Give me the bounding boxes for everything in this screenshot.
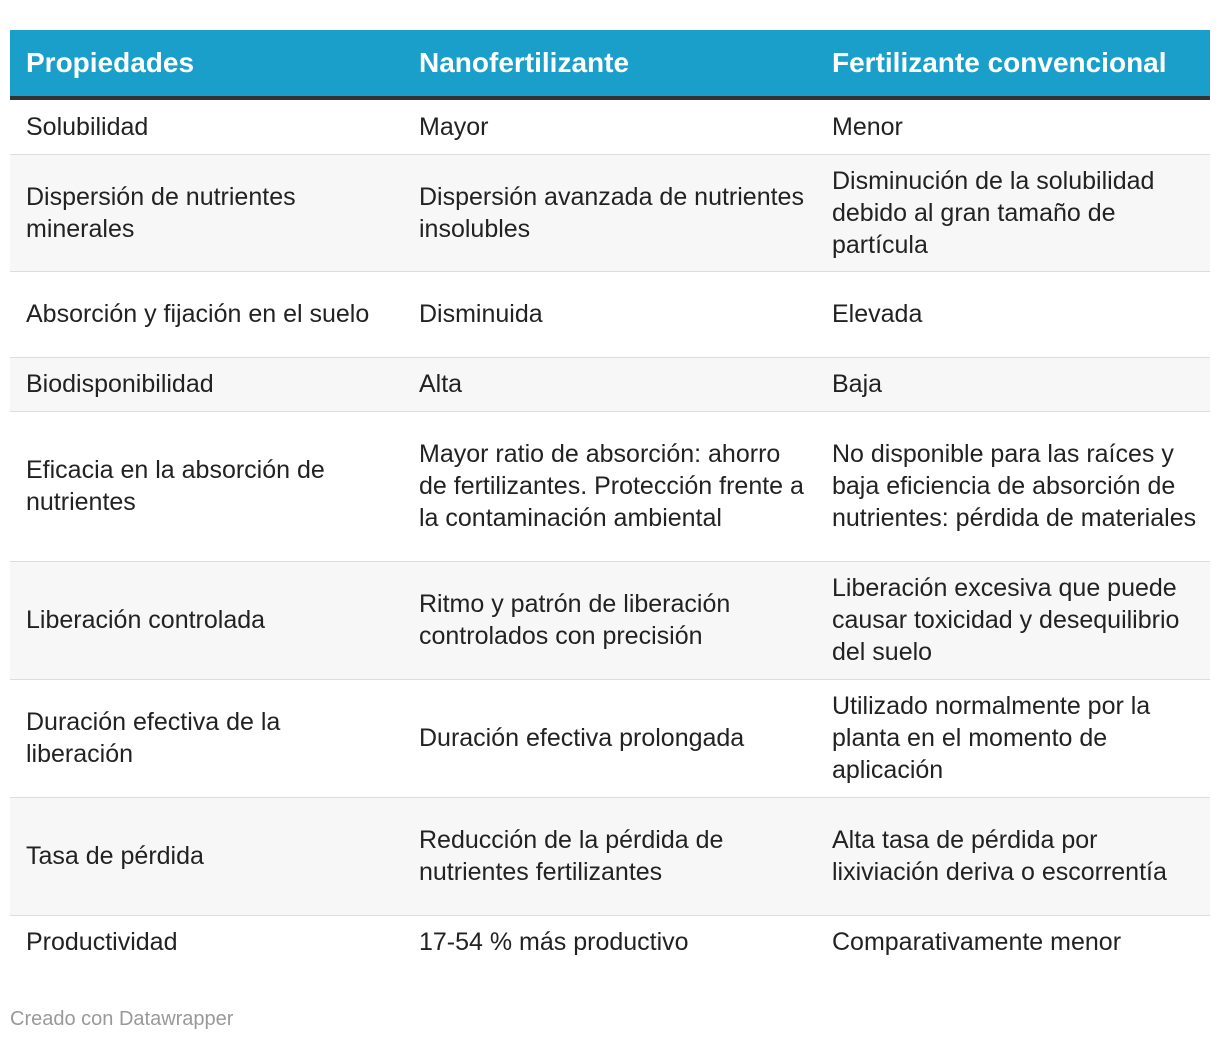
table-row <box>10 98 1210 154</box>
row-conventional-value: Elevada <box>816 271 1210 357</box>
row-property: Solubilidad <box>10 98 403 154</box>
table-row <box>10 271 1210 357</box>
table-row <box>10 797 1210 915</box>
header-fertilizante-convencional: Fertilizante convencional <box>816 30 1210 98</box>
row-conventional-value: Utilizado normalmente por la planta en el momento de aplicación <box>816 679 1210 797</box>
comparison-table <box>10 30 1210 969</box>
row-nanofertilizer-value: Mayor ratio de absorción: ahorro de fertilizantes. Protección frente a la contaminación ambiental <box>403 411 816 561</box>
header-propiedades: Propiedades <box>10 30 403 98</box>
row-property: Eficacia en la absorción de nutrientes <box>10 411 403 561</box>
row-property: Biodisponibilidad <box>10 357 403 411</box>
row-property: Productividad <box>10 915 403 969</box>
table-row <box>10 154 1210 271</box>
row-property: Dispersión de nutrientes minerales <box>10 154 403 271</box>
row-nanofertilizer-value: Disminuida <box>403 271 816 357</box>
table-row <box>10 411 1210 561</box>
row-property: Duración efectiva de la liberación <box>10 679 403 797</box>
row-nanofertilizer-value: Ritmo y patrón de liberación controlados con precisión <box>403 561 816 679</box>
row-nanofertilizer-value: Reducción de la pérdida de nutrientes fertilizantes <box>403 797 816 915</box>
row-nanofertilizer-value: Alta <box>403 357 816 411</box>
row-property: Tasa de pérdida <box>10 797 403 915</box>
row-nanofertilizer-value: Mayor <box>403 98 816 154</box>
row-conventional-value: Alta tasa de pérdida por lixiviación deriva o escorrentía <box>816 797 1210 915</box>
row-nanofertilizer-value: Dispersión avanzada de nutrientes insolubles <box>403 154 816 271</box>
row-conventional-value: Menor <box>816 98 1210 154</box>
row-property: Liberación controlada <box>10 561 403 679</box>
row-nanofertilizer-value: 17-54 % más productivo <box>403 915 816 969</box>
comparison-table-container <box>10 30 1210 969</box>
row-conventional-value: No disponible para las raíces y baja eficiencia de absorción de nutrientes: pérdida de materiales <box>816 411 1210 561</box>
header-nanofertilizante: Nanofertilizante <box>403 30 816 98</box>
table-row <box>10 915 1210 969</box>
table-row <box>10 561 1210 679</box>
datawrapper-credit[interactable]: Creado con Datawrapper <box>10 1008 234 1030</box>
row-nanofertilizer-value: Duración efectiva prolongada <box>403 679 816 797</box>
row-conventional-value: Baja <box>816 357 1210 411</box>
row-property: Absorción y fijación en el suelo <box>10 271 403 357</box>
row-conventional-value: Disminución de la solubilidad debido al gran tamaño de partícula <box>816 154 1210 271</box>
table-row <box>10 357 1210 411</box>
row-conventional-value: Liberación excesiva que puede causar toxicidad y desequilibrio del suelo <box>816 561 1210 679</box>
row-conventional-value: Comparativamente menor <box>816 915 1210 969</box>
table-header-row <box>10 30 1210 98</box>
table-row <box>10 679 1210 797</box>
